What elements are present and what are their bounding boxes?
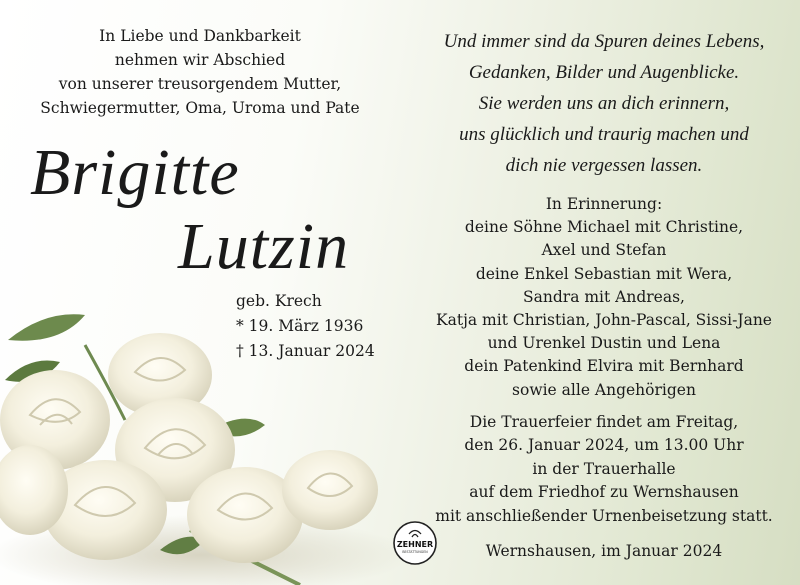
mourners-list [420,193,788,402]
mourners-line: dein Patenkind Elvira mit Bernhard [464,357,744,376]
intro-text [30,24,370,120]
mourners-line: deine Söhne Michael mit Christine, [464,218,744,237]
logo-name: ZEHNER [396,540,434,549]
funeral-line: auf dem Friedhof zu Wernshausen [469,483,739,502]
intro-line: von unserer treusorgendem Mutter, [58,75,342,93]
funeral-line: Die Trauerfeier findet am Freitag, [469,413,739,431]
mourners-line: und Urenkel Dustin und Lena [487,334,721,353]
funeral-line: in der Trauerhalle [532,459,676,478]
intro-line: Schwiegermutter, Oma, Uroma und Pate [40,99,360,117]
logo-subtitle: BESTATTUNGEN [402,550,428,554]
quote-line: Sie werden uns an dich erinnern, [478,93,730,114]
deceased-first-name: Brigitte [30,136,240,209]
mourners-line: Sandra mit Andreas, [523,287,685,306]
intro-line: nehmen wir Abschied [114,51,286,69]
mourners-line: sowie alle Angehörigen [512,380,696,399]
place-and-date: Wernshausen, im Januar 2024 [485,542,723,560]
mourners-line: deine Enkel Sebastian mit Wera, [475,264,733,283]
intro-line: In Liebe und Dankbarkeit [99,27,301,45]
born-name: geb. Krech [236,292,322,310]
funeral-line: den 26. Januar 2024, um 13.00 Uhr [464,436,744,455]
memorial-quote [418,26,790,181]
quote-line: uns glücklich und traurig machen und [459,124,749,145]
funeral-details [420,411,788,528]
funeral-home-logo [392,520,438,566]
funeral-line: mit anschließender Urnenbeisetzung statt. [435,506,773,525]
life-dates [236,289,375,364]
birth-date: * 19. März 1936 [236,317,364,335]
death-date: † 13. Januar 2024 [236,342,375,360]
mourners-line: Katja mit Christian, John-Pascal, Sissi-Jane [436,311,772,330]
mourners-line: In Erinnerung: [545,195,663,213]
quote-line: Und immer sind da Spuren deines Lebens, [443,31,765,52]
mourners-line: Axel und Stefan [541,241,667,260]
quote-line: dich nie vergessen lassen. [505,155,703,176]
deceased-last-name: Lutzin [178,210,350,283]
quote-line: Gedanken, Bilder und Augenblicke. [468,62,740,83]
